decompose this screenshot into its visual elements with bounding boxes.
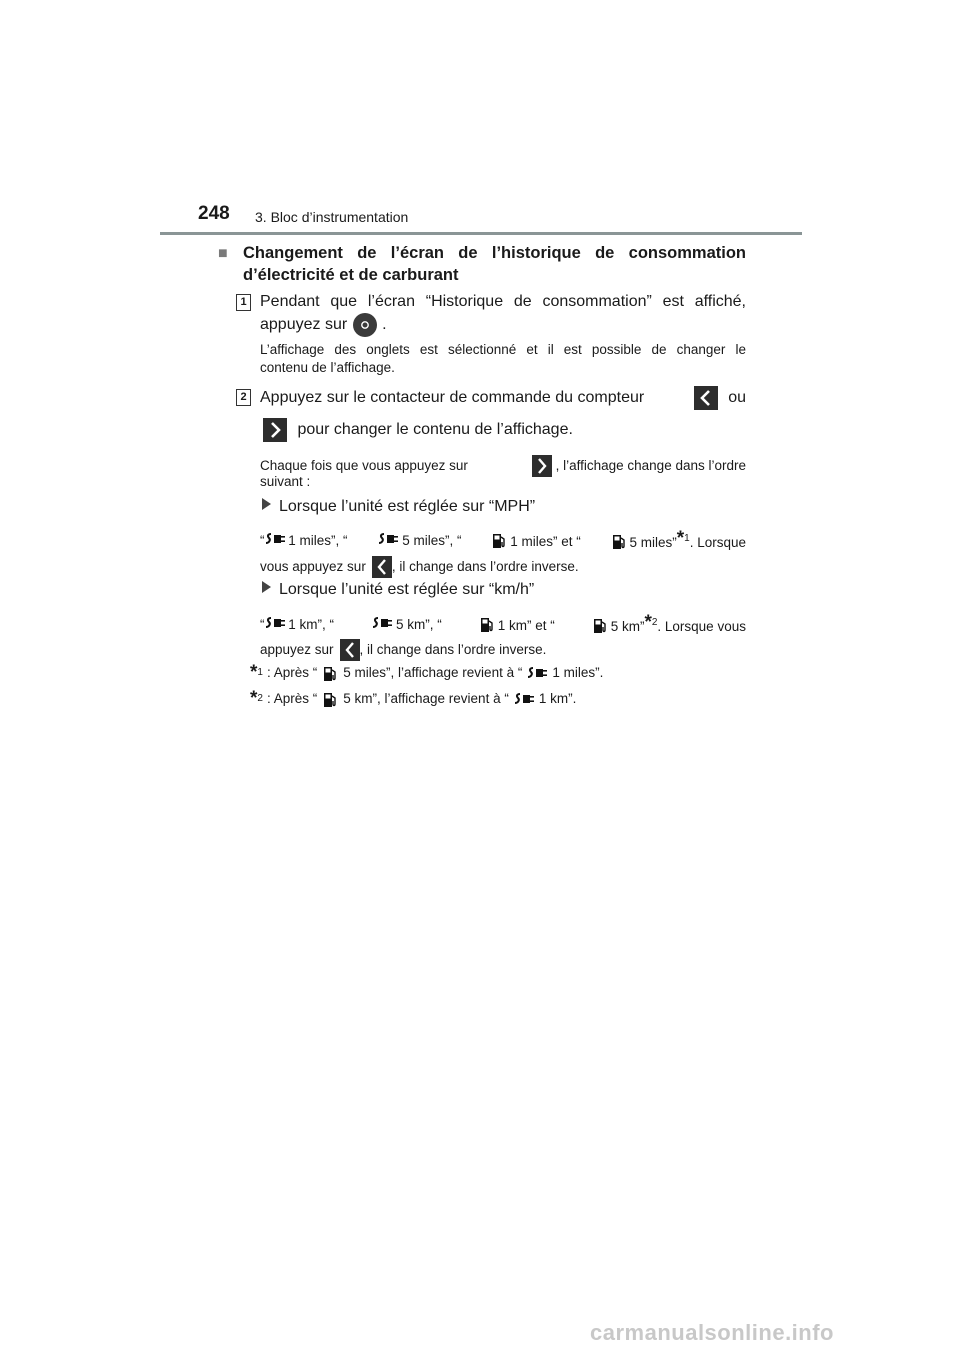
quote: “ <box>260 617 265 632</box>
heading-line-2: d’électricité et de carburant <box>243 266 459 284</box>
quote: “ <box>260 533 265 548</box>
fuel-pump-icon <box>323 665 337 682</box>
step2-line-1 <box>260 386 746 410</box>
fuel-pump-icon <box>612 533 626 550</box>
step-number-1: 1 <box>236 294 251 311</box>
kmh-sequence <box>260 614 746 636</box>
chevron-left-key-icon <box>340 639 360 661</box>
mph-value-2: 5 miles”, “ <box>402 533 462 548</box>
electric-plug-icon <box>514 692 534 706</box>
footnote-2 <box>250 690 576 708</box>
electric-plug-icon <box>378 532 398 546</box>
kmh-value-4: 5 km” <box>610 619 645 634</box>
kmh-value-3: 1 km” et “ <box>497 617 555 633</box>
heading-line-1: Changement de l’écran de l’historique de consommation <box>243 244 746 262</box>
step1-period: . <box>382 316 387 334</box>
chevron-left-key-icon <box>372 556 392 578</box>
footnote-star: * <box>250 688 258 709</box>
electric-plug-icon <box>265 616 285 630</box>
step2-note-text-2: , l’affichage change dans l’ordre <box>555 458 746 473</box>
footnote-star: * <box>250 662 258 683</box>
kmh-line2-text: appuyez sur <box>260 642 334 657</box>
footnote-text: : Après “ <box>266 691 318 706</box>
chevron-right-key-icon <box>532 455 552 477</box>
mph-line-2 <box>260 556 579 578</box>
triangle-bullet-icon <box>262 498 271 510</box>
mph-value-3: 1 miles” et “ <box>510 533 581 549</box>
footnote-text: 5 miles”, l’affichage revient à “ <box>343 665 523 680</box>
mph-sequence <box>260 530 746 552</box>
mph-value-1: 1 miles”, “ <box>288 533 348 548</box>
kmh-bullet <box>262 580 534 600</box>
step1-note-line-1: L’affichage des onglets est sélectionné et il est possible de changer le <box>260 342 746 357</box>
square-bullet-icon: ■ <box>218 245 228 262</box>
kmh-line-2 <box>260 639 546 661</box>
section-title: 3. Bloc d’instrumentation <box>255 209 409 225</box>
kmh-after: . Lorsque vous <box>657 619 746 634</box>
mph-bullet-text: Lorsque l’unité est réglée sur “MPH” <box>279 498 536 515</box>
step1-text: appuyez sur <box>260 316 348 334</box>
step2-note-line-2: suivant : <box>260 474 311 489</box>
footnote-text: 5 km”, l’affichage revient à “ <box>343 691 509 706</box>
mph-value-4: 5 miles” <box>629 535 677 550</box>
step1-line-2 <box>260 312 746 338</box>
electric-plug-icon <box>527 666 547 680</box>
section-heading <box>218 242 746 286</box>
step2-text-2: pour changer le contenu de l’affichage. <box>297 421 573 439</box>
footnote-star: * <box>644 612 652 633</box>
triangle-bullet-icon <box>262 581 271 593</box>
page-number: 248 <box>198 203 230 224</box>
footnote-text: 1 km”. <box>538 691 577 706</box>
electric-plug-icon <box>372 616 392 630</box>
step1-note-line-2: contenu de l’affichage. <box>260 360 395 375</box>
fuel-pump-icon <box>593 617 607 634</box>
kmh-bullet-text: Lorsque l’unité est réglée sur “km/h” <box>279 581 535 598</box>
step2-or: ou <box>728 389 746 406</box>
watermark: carmanualsonline.info <box>590 1320 834 1345</box>
step2-note-line-1 <box>260 455 746 477</box>
step2-line-2 <box>263 418 749 442</box>
step-number-2: 2 <box>236 389 251 406</box>
fuel-pump-icon <box>323 691 337 708</box>
ok-button-icon <box>352 312 378 338</box>
kmh-value-1: 1 km”, “ <box>288 617 335 632</box>
header-rule <box>160 232 802 235</box>
chevron-right-key-icon <box>263 418 287 442</box>
step1-line-1: Pendant que l’écran “Historique de consommation” est affiché, <box>260 293 746 310</box>
step2-text: Appuyez sur le contacteur de commande du compteur <box>260 389 645 406</box>
mph-line2-text: vous appuyez sur <box>260 559 366 574</box>
mph-bullet <box>262 497 535 517</box>
mph-line2-text-2: , il change dans l’ordre inverse. <box>391 559 579 574</box>
step2-note-text: Chaque fois que vous appuyez sur <box>260 458 468 473</box>
footnote-ref: 1 <box>257 667 263 678</box>
chevron-left-key-icon <box>694 386 718 410</box>
fuel-pump-icon <box>492 532 506 549</box>
footnote-ref: 1 <box>684 533 690 544</box>
footnote-ref: 2 <box>257 693 263 704</box>
kmh-line2-text-2: , il change dans l’ordre inverse. <box>359 642 547 657</box>
footnote-text: 1 miles”. <box>552 665 604 680</box>
fuel-pump-icon <box>480 616 494 633</box>
mph-after: . Lorsque <box>689 535 746 550</box>
footnote-text: : Après “ <box>266 665 318 680</box>
electric-plug-icon <box>265 532 285 546</box>
footnote-1 <box>250 664 603 682</box>
footnote-ref: 2 <box>651 617 658 628</box>
footnote-star: * <box>676 528 685 549</box>
kmh-value-2: 5 km”, “ <box>395 617 442 632</box>
